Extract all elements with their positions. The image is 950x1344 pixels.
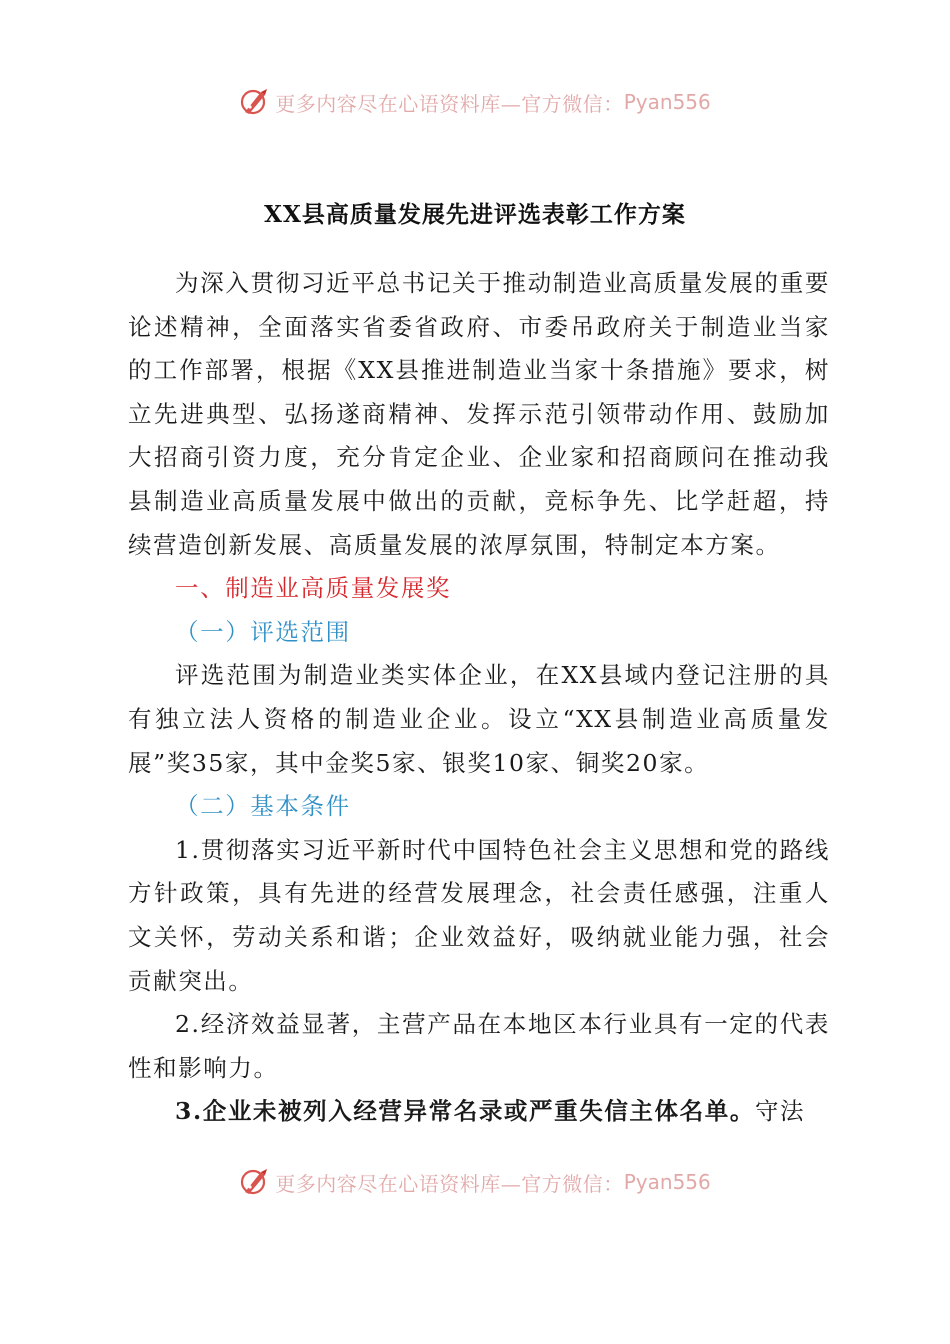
condition-item-1: 1.贯彻落实习近平新时代中国特色社会主义思想和党的路线方针政策，具有先进的经营发展理念，社会责任感强，注重人文关怀，劳动关系和谐；企业效益好，吸纳就业能力强，社会贡献突出。 — [128, 835, 830, 995]
banner-wechat-id: Pyan556 — [623, 1170, 711, 1194]
banner-text: 更多内容尽在心语资料库—官方微信： — [275, 1171, 624, 1196]
condition-item-3-bold: 3.企业未被列入经营异常名录或严重失信主体名单。 — [175, 1097, 755, 1126]
document-body — [128, 262, 830, 1134]
subsection-heading-scope: （一）评选范围 — [175, 617, 351, 646]
condition-item-2: 2.经济效益显著，主营产品在本地区本行业具有一定的代表性和影响力。 — [128, 1010, 830, 1082]
document-title: XX县高质量发展先进评选表彰工作方案 — [264, 201, 686, 228]
scope-paragraph: 评选范围为制造业类实体企业，在XX县域内登记注册的具有独立法人资格的制造业企业。设立“XX县制造业高质量发展”奖35家，其中金奖5家、银奖10家、铜奖20家。 — [128, 661, 830, 777]
footer-watermark-banner — [0, 1162, 950, 1202]
condition-item-3 — [128, 1090, 830, 1134]
quill-pen-logo-icon — [239, 1166, 271, 1198]
condition-item-3-rest: 守法 — [754, 1097, 806, 1126]
intro-paragraph: 为深入贯彻习近平总书记关于推动制造业高质量发展的重要论述精神，全面落实省委省政府、市委吊政府关于制造业当家的工作部署，根据《XX县推进制造业当家十条措施》要求，树立先进典型、弘扬遂商精神、发挥示范引领带动作用、鼓励加大招商引资力度，充分肯定企业、企业家和招商顾问在推动我县制造业高质量发展中做出的贡献，竞标争先、比学赶超，持续营造创新发展、高质量发展的浓厚氛围，特制定本方案。 — [128, 269, 830, 559]
section-heading-1: 一、制造业高质量发展奖 — [175, 574, 452, 603]
banner-text: 更多内容尽在心语资料库—官方微信： — [275, 91, 624, 116]
header-watermark-banner — [0, 82, 950, 122]
subsection-heading-conditions: （二）基本条件 — [175, 792, 351, 821]
quill-pen-logo-icon — [239, 86, 271, 118]
banner-wechat-id: Pyan556 — [623, 90, 711, 114]
